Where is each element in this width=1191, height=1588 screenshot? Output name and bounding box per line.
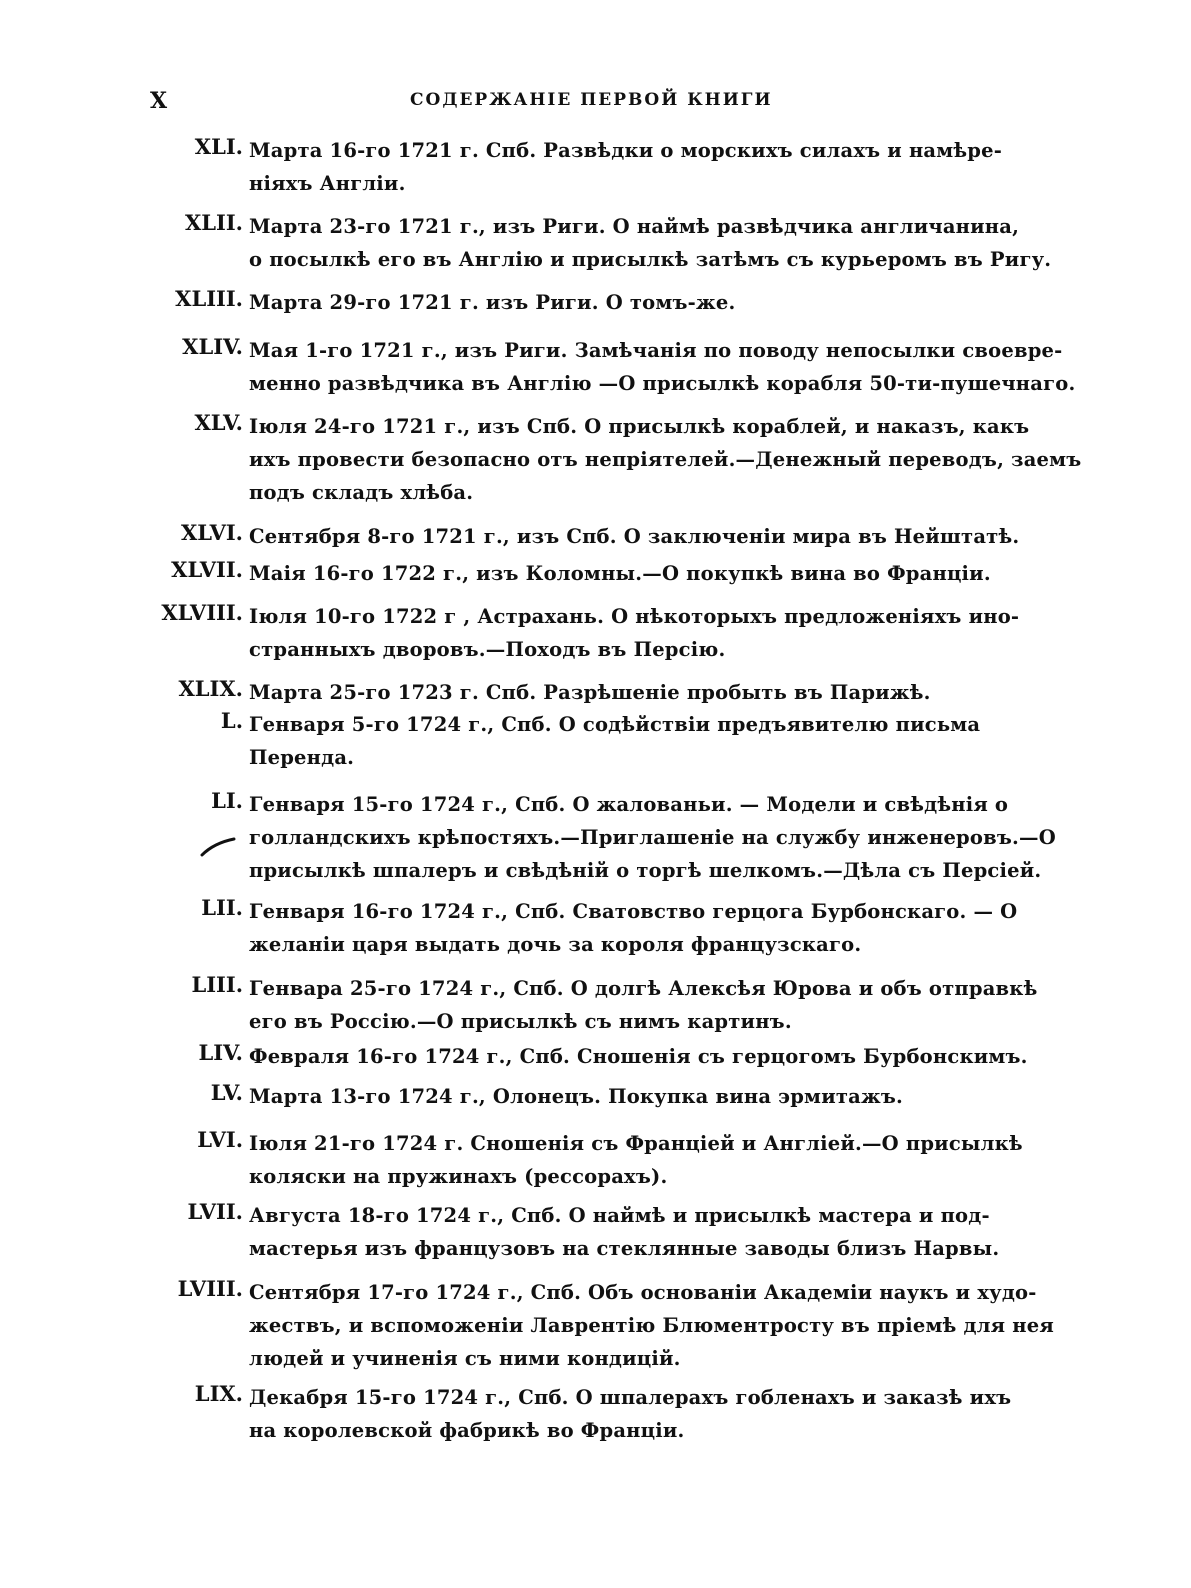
entry-line: Іюля 24-го 1721 г., изъ Спб. О присылкѣ кораблей, и наказъ, какъ xyxy=(249,415,1030,438)
entry-line: Марта 16-го 1721 г. Спб. Развѣдки о морскихъ силахъ и намѣре- xyxy=(249,139,1003,162)
entry-line: голландскихъ крѣпостяхъ.—Приглашеніе на службу инженеровъ.—О xyxy=(249,826,1056,849)
entry-number: LI. xyxy=(211,788,243,813)
entry-text xyxy=(249,1127,1023,1193)
entry-line: менно развѣдчика въ Англію —О присылкѣ корабля 50-ти-пушечнаго. xyxy=(249,372,1076,395)
entry-text xyxy=(249,410,1082,509)
entry-text xyxy=(249,1276,1054,1375)
entry-text xyxy=(249,134,1003,200)
entry-number: L. xyxy=(220,708,243,733)
entry-number: XLII. xyxy=(184,210,243,235)
entry-line: жествъ, и вспоможеніи Лаврентію Блюментросту въ пріемѣ для нея xyxy=(249,1314,1054,1337)
entry-number: LIX. xyxy=(194,1381,243,1406)
entry-number: LIII. xyxy=(191,972,243,997)
entry-line: Маія 16-го 1722 г., изъ Коломны.—О покупкѣ вина во Франціи. xyxy=(249,562,991,585)
entry-number: LVII. xyxy=(187,1199,243,1224)
entry-line: Августа 18-го 1724 г., Спб. О наймѣ и присылкѣ мастера и под- xyxy=(249,1204,990,1227)
entry-number: LV. xyxy=(210,1080,243,1105)
entry-line: Генвара 25-го 1724 г., Спб. О долгѣ Алексѣя Юрова и объ отправкѣ xyxy=(249,977,1038,1000)
entry-text xyxy=(249,788,1056,887)
entry-number: XLVI. xyxy=(181,520,243,545)
entry-number: XLV. xyxy=(194,410,243,435)
entry-line: Генваря 15-го 1724 г., Спб. О жалованьи. — Модели и свѣдѣнія о xyxy=(249,793,1009,816)
page-number: X xyxy=(150,88,168,114)
entry-line: на королевской фабрикѣ во Франціи. xyxy=(249,1419,685,1442)
entry-text xyxy=(249,972,1038,1038)
running-title: СОДЕРЖАНІЕ ПЕРВОЙ КНИГИ xyxy=(410,90,773,110)
entry-number: XLI. xyxy=(194,134,243,159)
entry-line: мастерья изъ французовъ на стеклянные заводы близъ Нарвы. xyxy=(249,1237,1000,1260)
entry-text xyxy=(249,210,1052,276)
entry-line: подъ складъ хлѣба. xyxy=(249,481,474,504)
entry-line: людей и учиненія съ ними кондицій. xyxy=(249,1347,681,1370)
page-header xyxy=(150,88,1050,118)
entry-text xyxy=(249,334,1076,400)
entry-number: XLIX. xyxy=(178,676,243,701)
entry-line: ихъ провести безопасно отъ непріятелей.—Денежный переводъ, заемъ xyxy=(249,448,1082,471)
entry-line: странныхъ дворовъ.—Походъ въ Персію. xyxy=(249,638,726,661)
entry-line: Мая 1-го 1721 г., изъ Риги. Замѣчанія по поводу непосылки своевре- xyxy=(249,339,1063,362)
entry-number: LVIII. xyxy=(177,1276,243,1301)
entry-number: LIV. xyxy=(198,1040,243,1065)
entry-line: присылкѣ шпалеръ и свѣдѣній о торгѣ шелкомъ.—Дѣла съ Персіей. xyxy=(249,859,1042,882)
entry-text xyxy=(249,895,1018,961)
entry-line: Сентября 17-го 1724 г., Спб. Объ основаніи Академіи наукъ и худо- xyxy=(249,1281,1037,1304)
entry-text xyxy=(249,1381,1012,1447)
entry-line: Сентября 8-го 1721 г., изъ Спб. О заключеніи мира въ Нейштатѣ. xyxy=(249,525,1020,548)
entry-line: Декабря 15-го 1724 г., Спб. О шпалерахъ гобленахъ и заказѣ ихъ xyxy=(249,1386,1012,1409)
entry-text xyxy=(249,1040,1028,1073)
entry-text xyxy=(249,600,1020,666)
entry-number: XLIV. xyxy=(182,334,243,359)
entry-line: коляски на пружинахъ (рессорахъ). xyxy=(249,1165,668,1188)
entry-text xyxy=(249,1080,971,1113)
entry-line: о посылкѣ его въ Англію и присылкѣ затѣмъ съ курьеромъ въ Ригу. xyxy=(249,248,1052,271)
entry-line: его въ Россію.—О присылкѣ съ нимъ картинъ. xyxy=(249,1010,792,1033)
entry-line: Генваря 16-го 1724 г., Спб. Сватовство герцога Бурбонскаго. — О xyxy=(249,900,1018,923)
entry-line: Іюля 10-го 1722 г , Астрахань. О нѣкоторыхъ предложеніяхъ ино- xyxy=(249,605,1020,628)
entry-line: Марта 25-го 1723 г. Спб. Разрѣшеніе пробыть въ Парижѣ. xyxy=(249,681,931,704)
entry-line: Марта 29-го 1721 г. изъ Риги. О томъ-же. xyxy=(249,291,736,314)
entry-line: Іюля 21-го 1724 г. Сношенія съ Франціей и Англіей.—О присылкѣ xyxy=(249,1132,1023,1155)
entry-text xyxy=(249,286,971,319)
entry-text xyxy=(249,676,971,709)
entry-line: Февраля 16-го 1724 г., Спб. Сношенія съ герцогомъ Бурбонскимъ. xyxy=(249,1045,1028,1068)
entry-text xyxy=(249,557,991,590)
entry-number: LVI. xyxy=(197,1127,243,1152)
entry-line: Марта 13-го 1724 г., Олонецъ. Покупка вина эрмитажъ. xyxy=(249,1085,904,1108)
entry-text xyxy=(249,1199,1000,1265)
entry-line: желаніи царя выдать дочь за короля французскаго. xyxy=(249,933,862,956)
entry-number: LII. xyxy=(201,895,243,920)
pen-mark xyxy=(200,835,236,857)
entry-line: Генваря 5-го 1724 г., Спб. О содѣйствіи предъявителю письма xyxy=(249,713,981,736)
entry-line: Марта 23-го 1721 г., изъ Риги. О наймѣ развѣдчика англичанина, xyxy=(249,215,1020,238)
entry-text xyxy=(249,708,981,774)
entry-number: XLIII. xyxy=(175,286,243,311)
entry-number: XLVIII. xyxy=(161,600,243,625)
entry-number: XLVII. xyxy=(171,557,243,582)
entry-line: Перенда. xyxy=(249,746,355,769)
entry-line: ніяхъ Англіи. xyxy=(249,172,406,195)
entry-text xyxy=(249,520,1020,553)
